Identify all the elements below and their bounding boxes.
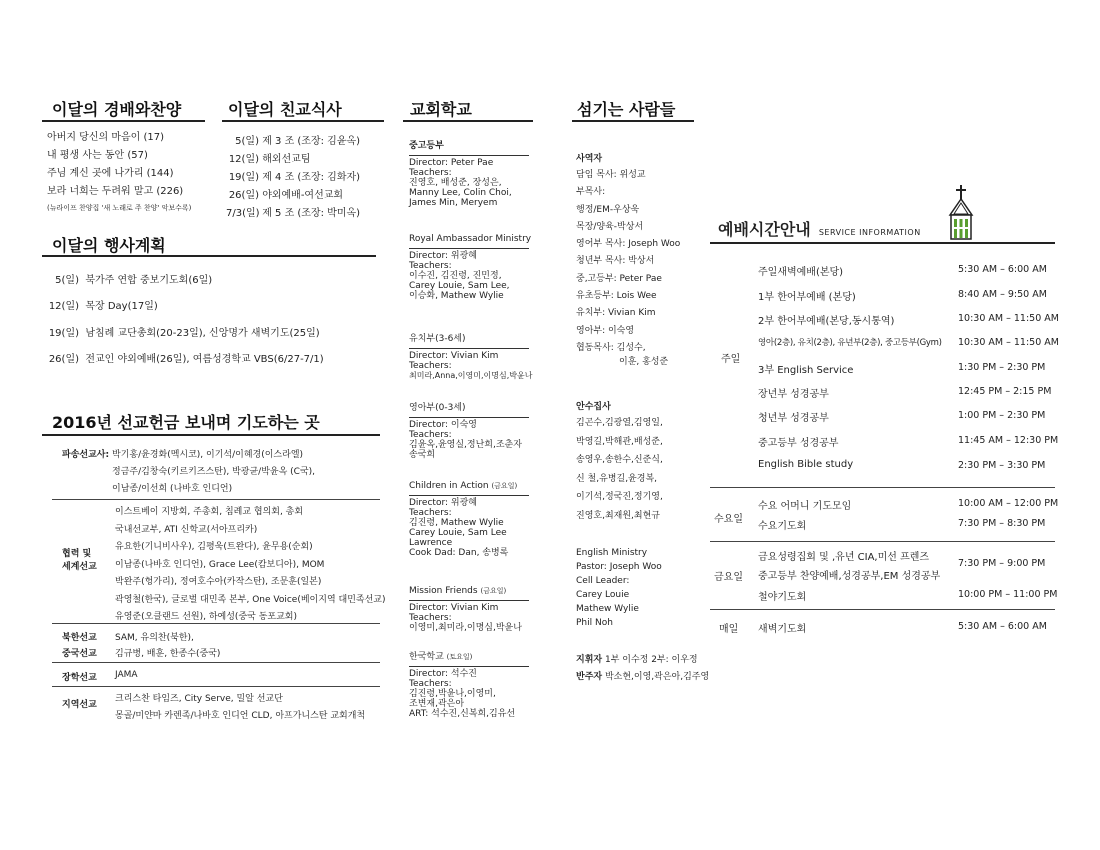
service-time: 1:30 PM – 2:30 PM xyxy=(958,362,1046,373)
service-time: 10:30 AM – 11:50 AM xyxy=(958,337,1059,348)
school-block: Children in Action (금요일) Director: 위광혜 Teachers: 김진령, Mathew Wylie Carey Louie, Sam Lee Lawrence Cook Dad: Dan, 송병록 xyxy=(409,481,534,558)
regional-label: 지역선교 xyxy=(62,700,97,710)
divider xyxy=(710,487,1055,488)
school-block: Royal Ambassador Ministry Director: 위광혜 Teachers: 이수진, 김진령, 진민정, Carey Louie, Sam Lee, 이승화, Mathew Wylie xyxy=(409,234,532,301)
scholarship-label: 장학선교 xyxy=(62,673,97,683)
fellowship-list xyxy=(226,133,360,223)
event-row: 12(일) 목장 Day(17일) xyxy=(48,301,158,312)
service-name: 1부 한어부예배 (본당) xyxy=(758,292,856,303)
divider xyxy=(572,120,694,122)
service-time: 7:30 PM – 9:00 PM xyxy=(958,558,1046,569)
event-row: 26(일) 전교인 야외예배(26일), 여름성경학교 VBS(6/27-7/1) xyxy=(48,354,324,365)
service-name: 중고등부 찬양예배,성경공부,EM 성경공부 xyxy=(758,571,941,582)
service-name: 영아(2층), 유치(2층), 유년부(2층), 중고등부(Gym) xyxy=(758,338,942,348)
service-name: 청년부 성경공부 xyxy=(758,413,829,424)
praise-list xyxy=(47,129,191,215)
service-time: 2:30 PM – 3:30 PM xyxy=(958,460,1046,471)
divider xyxy=(710,609,1055,610)
coop-list: 이스트베이 지방회, 주총회, 침례교 협의회, 총회 국내선교부, ATI 신학교(서아프리카) 유요한(기니비사우), 김평욱(트완다), 윤무용(순회) 이남종(나바호 인디언), Grace Lee(캄보디아), MOM 박완주(헝가리), 정여호수아(카작스탄), 조문훈(일본) 곽영철(한국), 글로벌 대민족 본부, One Voice(베이지역 대민족선교) 유영준(오클랜드 선원), 하예성(중국 동포교회) xyxy=(115,507,386,622)
school-block: 영아부(0-3세) Director: 이숙영 Teachers: 김윤옥,윤영실,정난희,조춘자 송국희 xyxy=(409,403,534,460)
sunday-label: 주일 xyxy=(721,354,741,365)
fellowship-row: 5(일) 제 3 조 (조장: 김윤옥) xyxy=(235,136,361,147)
divider xyxy=(52,623,380,624)
scholarship-value: JAMA xyxy=(115,670,138,680)
service-name: English Bible study xyxy=(758,459,854,470)
daily-label: 매일 xyxy=(719,624,739,635)
wednesday-label: 수요일 xyxy=(714,514,743,525)
praise-title: 이달의 경배와찬양 xyxy=(52,100,182,119)
conductor-row: 지휘자 1부 이수정 2부: 이우정 xyxy=(576,655,698,665)
service-time: 10:00 PM – 11:00 PM xyxy=(958,589,1058,600)
accompanist-row: 반주자 박소현,이영,곽은아,김주영 xyxy=(576,672,710,682)
service-time: 1:00 PM – 2:30 PM xyxy=(958,410,1046,421)
service-header: 예배시간안내 SERVICE INFORMATION xyxy=(718,220,921,239)
praise-item: 아버지 당신의 마음이 (17) xyxy=(47,132,165,143)
service-name: 3부 English Service xyxy=(758,365,854,376)
school-title: 교회학교 xyxy=(410,100,472,119)
praise-item: 보라 너희는 두려워 말고 (226) xyxy=(47,186,184,197)
divider xyxy=(710,541,1055,542)
divider xyxy=(52,499,380,500)
service-time: 11:45 AM – 12:30 PM xyxy=(958,435,1059,446)
deacon-label: 안수집사 xyxy=(576,402,611,412)
service-name: 수요 어머니 기도모임 xyxy=(758,501,852,512)
staff-label: 사역자 xyxy=(576,154,603,164)
fellowship-row: 26(일) 야외예배-여선교회 xyxy=(228,190,344,201)
service-name: 새벽기도회 xyxy=(758,624,807,635)
divider xyxy=(403,120,533,122)
church-icon xyxy=(942,185,977,241)
service-time: 8:40 AM – 9:50 AM xyxy=(958,289,1047,300)
service-time: 10:30 AM – 11:50 AM xyxy=(958,313,1059,324)
school-block: Mission Friends (금요일) Director: Vivian Kim Teachers: 이영미,최미라,이명심,박윤나 xyxy=(409,586,534,633)
divider xyxy=(42,120,205,122)
servants-title: 섬기는 사람들 xyxy=(577,100,676,119)
divider xyxy=(52,686,380,687)
em-list: English Ministry Pastor: Joseph Woo Cell Leader: Carey Louie Mathew Wylie Phil Noh xyxy=(576,548,662,628)
service-time: 12:45 PM – 2:15 PM xyxy=(958,386,1052,397)
service-name: 수요기도회 xyxy=(758,521,807,532)
service-name: 2부 한어부예배(본당,동시통역) xyxy=(758,316,895,327)
service-name: 금요성령집회 및 ,유년 CIA,미선 프렌즈 xyxy=(758,552,930,563)
dispatch-label: 파송선교사: xyxy=(62,450,110,460)
events-title: 이달의 행사계획 xyxy=(52,236,166,255)
praise-item: 주님 계신 곳에 나가리 (144) xyxy=(47,168,174,179)
school-block: 한국학교 (토요일) Director: 석수진 Teachers: 김진령,박윤나,이영미, 조변재,곽은아 ART: 석수진,신복희,김유선 xyxy=(409,652,534,719)
divider xyxy=(42,434,380,436)
dispatch-list: 박기홍/윤경화(멕시코), 이기석/이혜경(이스라엘) 정금주/김창숙(키르키즈스탄), 박광균/박윤옥 (C국), 이남종/이선희 (나바호 인디언) xyxy=(112,450,316,494)
friday-label: 금요일 xyxy=(714,572,743,583)
divider xyxy=(710,242,1055,244)
service-name: 장년부 성경공부 xyxy=(758,389,829,400)
service-time: 7:30 PM – 8:30 PM xyxy=(958,518,1046,529)
nk-label: 북한선교 중국선교 xyxy=(62,633,97,659)
service-name: 철야기도회 xyxy=(758,592,807,603)
mission-title: 2016년 선교헌금 보내며 기도하는 곳 xyxy=(52,413,320,432)
fellowship-row: 7/3(일) 제 5 조 (조장: 박미옥) xyxy=(226,208,361,219)
service-time: 5:30 AM – 6:00 AM xyxy=(958,264,1047,275)
staff-list: 담임 목사: 위성교 부목사: 행정/EM-우상욱 목장/양육-박상서 영어부 목사: Joseph Woo 청년부 목사: 박상서 중,고등부: Peter Pae 유초등부: Lois Wee 유치부: Vivian Kim 영아부: 이숙영 협동목사: 김성수, 이훈, 홍성준 xyxy=(576,170,681,368)
divider xyxy=(222,120,384,122)
school-block: 중고등부 Director: Peter Pae Teachers: 진영호, 배성준, 장성은, Manny Lee, Colin Choi, James Min, Meryem xyxy=(409,141,534,208)
school-block: 유치부(3-6세) Director: Vivian Kim Teachers: 최미라,Anna,이영미,이명심,박윤나 xyxy=(409,334,533,380)
event-row: 5(일) 북가주 연합 중보기도회(6일) xyxy=(55,275,213,286)
service-name: 중고등부 성경공부 xyxy=(758,438,839,449)
divider xyxy=(42,255,376,257)
nk-list: SAM, 유의찬(북한), 김규병, 배훈, 한종수(중국) xyxy=(115,633,221,659)
praise-item: 내 평생 사는 동안 (57) xyxy=(47,150,148,161)
coop-label: 협력 및 세계선교 xyxy=(62,549,97,572)
fellowship-title: 이달의 친교식사 xyxy=(228,100,342,119)
fellowship-row: 19(일) 제 4 조 (조장: 김화자) xyxy=(228,172,361,183)
praise-note: (뉴라이프 찬양집 '새 노래로 주 찬양' 악보수록) xyxy=(47,204,192,212)
deacon-list: 김곤수,김광열,김영일, 박영길,박해관,배성준, 송영우,송한수,신준식, 신 철,유병길,윤경복, 이기석,정국진,정기영, 진영호,최재원,최현규 xyxy=(576,418,663,521)
service-name: 주일새벽예배(본당) xyxy=(758,267,844,278)
service-time: 10:00 AM – 12:00 PM xyxy=(958,498,1059,509)
divider xyxy=(52,662,380,663)
regional-list: 크리스찬 타임즈, City Serve, 밀알 선교단 몽골/미얀마 카렌족/나바호 인디언 CLD, 아프가니스탄 교회개척 xyxy=(115,694,366,721)
fellowship-row: 12(일) 해외선교팀 xyxy=(228,154,311,165)
event-row: 19(일) 남침례 교단총회(20-23일), 신앙명가 새벽기도(25일) xyxy=(48,328,320,339)
service-time: 5:30 AM – 6:00 AM xyxy=(958,621,1047,632)
